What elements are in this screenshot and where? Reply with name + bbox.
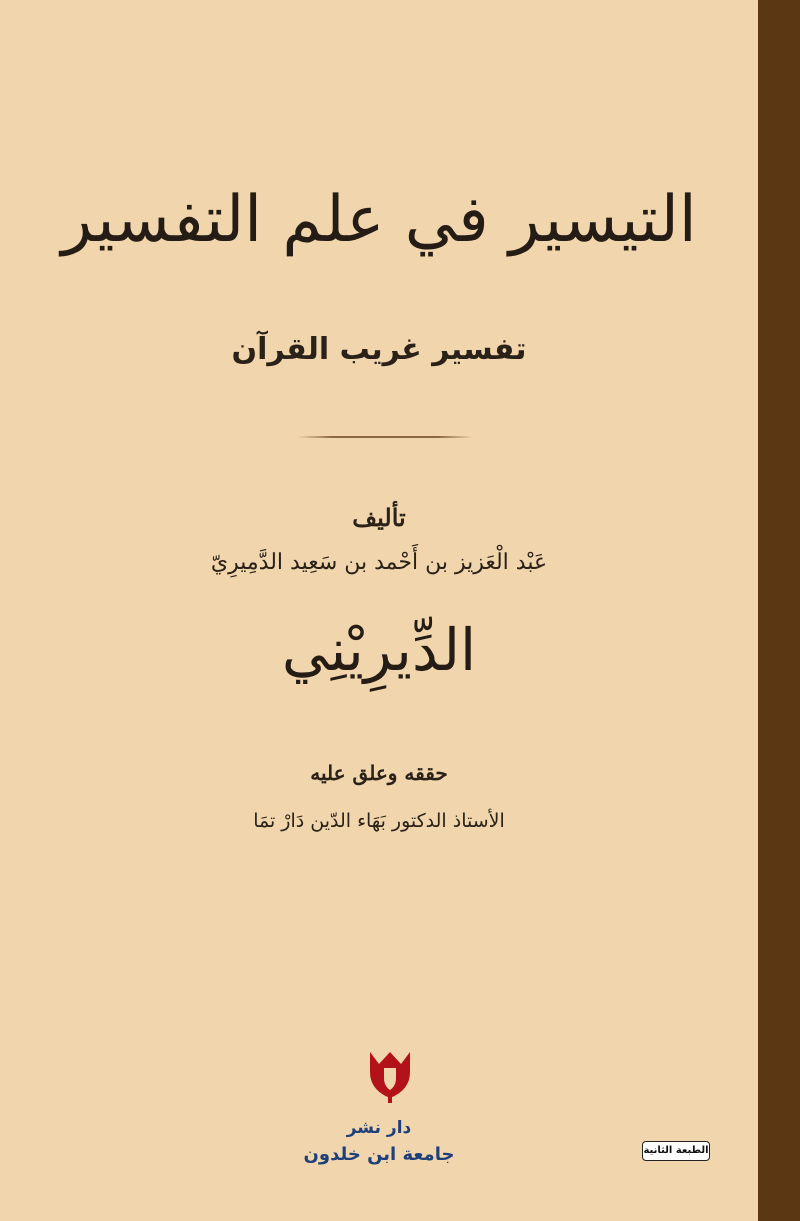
authored-by-label: تأليف <box>352 503 406 532</box>
publisher-name-line-1: دار نشر <box>346 1118 412 1138</box>
publisher-name-line-2: جامعة ابن خلدون <box>303 1144 455 1165</box>
ornamental-divider <box>298 436 473 438</box>
book-subtitle: تفسير غريب القرآن <box>231 332 527 367</box>
edition-badge: الطبعة الثانية <box>642 1141 710 1161</box>
tulip-logo-icon <box>365 1048 415 1104</box>
author-short-name: الدِّيرِيْنِي <box>281 616 477 684</box>
editor-name: الأستاذ الدكتور بَهَاء الدّين دَارْ تمَا <box>253 810 505 832</box>
author-full-name: عَبْد الْعَزيز بن أَحْمد بن سَعِيد الدَّمِيرِيّ <box>210 550 548 575</box>
editor-label: حققه وعلق عليه <box>310 761 448 785</box>
book-title: التيسير في علم التفسير <box>61 183 697 257</box>
book-spine <box>758 0 800 1221</box>
